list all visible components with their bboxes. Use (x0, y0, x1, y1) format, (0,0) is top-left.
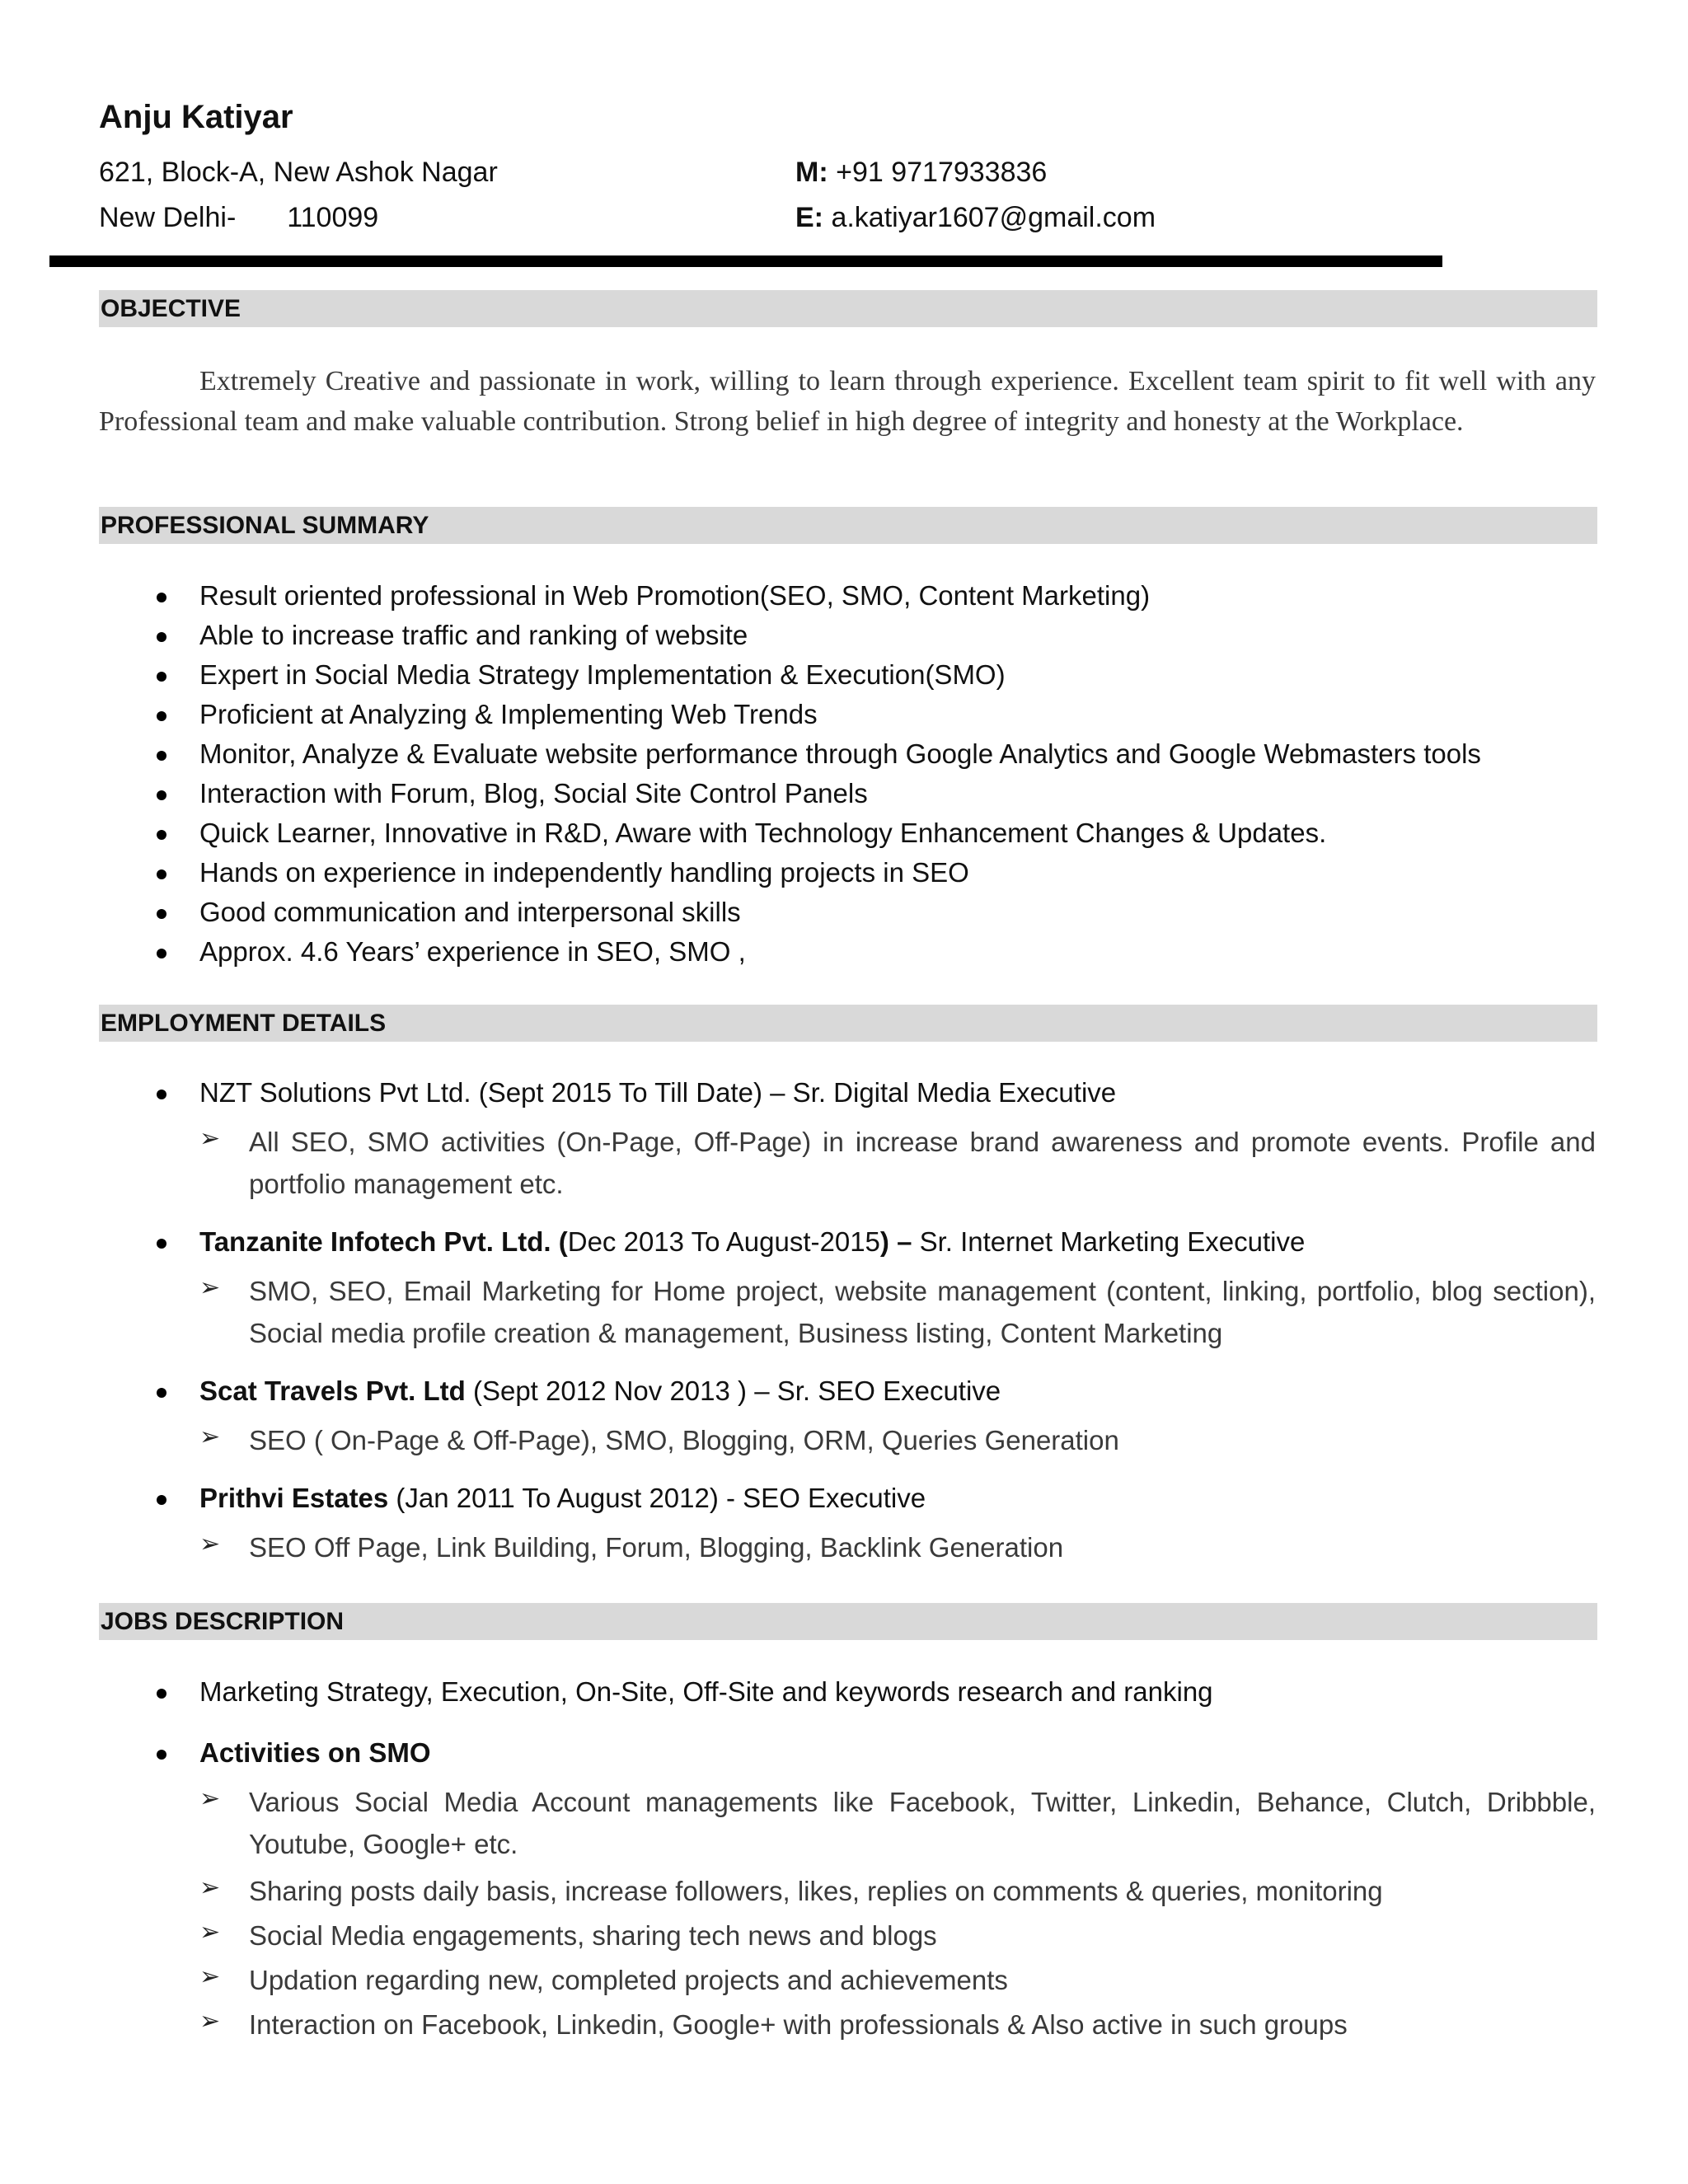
phone-number: +91 9717933836 (836, 157, 1048, 188)
email-line (795, 202, 1156, 234)
arrow-bullet-icon: ➢ (199, 1874, 221, 1901)
header-divider (49, 255, 1442, 267)
bullet-icon (157, 632, 166, 642)
job-title-line (199, 1077, 1116, 1108)
objective-text: Extremely Creative and passionate in work, willing to learn through experience. Excellent team spirit to fit well with any Professional team and make valuable contribution. Strong belief in high degree of integrity and honesty at the Workplace. (99, 366, 1596, 437)
arrow-bullet-icon: ➢ (199, 1785, 221, 1812)
jobs-description-heading: JOBS DESCRIPTION (99, 1603, 1597, 1640)
job-details: All SEO, SMO activities (On-Page, Off-Page) in increase brand awareness and promote events. Profile and portfolio management etc. (249, 1127, 1596, 1199)
bullet-icon (157, 1495, 166, 1505)
job-title-line (199, 1376, 1001, 1407)
company-name-tail: ) – (879, 1226, 912, 1257)
summary-item: Proficient at Analyzing & Implementing Web Trends (199, 699, 818, 729)
bullet-icon (157, 1239, 166, 1249)
bullet-icon (157, 672, 166, 682)
smo-item: Interaction on Facebook, Linkedin, Google+ with professionals & Also active in such groups (249, 2009, 1348, 2040)
summary-heading: PROFESSIONAL SUMMARY (99, 507, 1597, 544)
company-name: Prithvi Estates (199, 1483, 389, 1513)
job-line: (Sept 2012 Nov 2013 ) – Sr. SEO Executive (465, 1376, 1001, 1406)
job-dates: Dec 2013 To August-2015 (567, 1226, 880, 1257)
arrow-bullet-icon: ➢ (199, 1963, 221, 1990)
job-title-line (199, 1226, 1305, 1258)
job-role: Sr. Internet Marketing Executive (912, 1226, 1306, 1257)
email-label: E: (795, 202, 823, 233)
bullet-icon (157, 593, 166, 602)
arrow-bullet-icon: ➢ (199, 1919, 221, 1946)
arrow-bullet-icon: ➢ (199, 1423, 221, 1451)
job-line: NZT Solutions Pvt Ltd. (Sept 2015 To Till Date) – Sr. Digital Media Executive (199, 1077, 1117, 1108)
job-line: (Jan 2011 To August 2012) - SEO Executive (388, 1483, 926, 1513)
phone-line (795, 157, 1047, 189)
address-line-2 (99, 202, 378, 234)
smo-heading (199, 1737, 431, 1769)
smo-item: Social Media engagements, sharing tech news and blogs (249, 1920, 937, 1951)
job-details: SMO, SEO, Email Marketing for Home project, website management (content, linking, portfolio, blog section), Social media profile creation & management, Business listing, Content Marketing (249, 1276, 1596, 1348)
jobs-item: Marketing Strategy, Execution, On-Site, Off-Site and keywords research and ranking (199, 1676, 1213, 1707)
smo-item: Updation regarding new, completed projects and achievements (249, 1965, 1008, 1995)
arrow-bullet-icon: ➢ (199, 1274, 221, 1301)
summary-item: Expert in Social Media Strategy Implementation & Execution(SMO) (199, 659, 1006, 690)
bullet-icon (157, 1750, 166, 1760)
bullet-icon (157, 711, 166, 721)
bullet-icon (157, 751, 166, 761)
smo-item: Various Social Media Account managements like Facebook, Twitter, Linkedin, Behance, Clutch, Dribbble, Youtube, Google+ etc. (249, 1787, 1596, 1859)
company-name: Scat Travels Pvt. Ltd (199, 1376, 466, 1406)
arrow-bullet-icon: ➢ (199, 1125, 221, 1152)
smo-item: Sharing posts daily basis, increase followers, likes, replies on comments & queries, monitoring (249, 1876, 1383, 1906)
arrow-bullet-icon: ➢ (199, 2008, 221, 2035)
bullet-icon (157, 1388, 166, 1398)
address-city: New Delhi- (99, 202, 237, 233)
bullet-icon (157, 949, 166, 958)
bullet-icon (157, 790, 166, 800)
email-address: a.katiyar1607@gmail.com (831, 202, 1156, 233)
summary-item: Monitor, Analyze & Evaluate website performance through Google Analytics and Google Webmasters tools (199, 738, 1481, 769)
address-pin: 110099 (287, 202, 379, 233)
employment-heading: EMPLOYMENT DETAILS (99, 1005, 1597, 1042)
company-name: Tanzanite Infotech Pvt. Ltd. ( (199, 1226, 568, 1257)
summary-item: Result oriented professional in Web Promotion(SEO, SMO, Content Marketing) (199, 580, 1151, 611)
candidate-name: Anju Katiyar (99, 99, 293, 135)
summary-item: Interaction with Forum, Blog, Social Site Control Panels (199, 778, 868, 808)
address-line-1: 621, Block-A, New Ashok Nagar (99, 157, 498, 188)
summary-item: Quick Learner, Innovative in R&D, Aware with Technology Enhancement Changes & Updates. (199, 818, 1327, 848)
summary-item: Good communication and interpersonal skills (199, 897, 741, 927)
arrow-bullet-icon: ➢ (199, 1530, 221, 1558)
bullet-icon (157, 909, 166, 919)
summary-item: Able to increase traffic and ranking of website (199, 620, 748, 650)
job-details: SEO Off Page, Link Building, Forum, Blogging, Backlink Generation (249, 1532, 1064, 1563)
bullet-icon (157, 1689, 166, 1699)
bullet-icon (157, 869, 166, 879)
bullet-icon (157, 830, 166, 840)
summary-item: Hands on experience in independently handling projects in SEO (199, 857, 969, 888)
job-title-line (199, 1483, 926, 1514)
bullet-icon (157, 1090, 166, 1099)
smo-heading-text: Activities on SMO (199, 1737, 431, 1768)
objective-heading: OBJECTIVE (99, 290, 1597, 327)
summary-item: Approx. 4.6 Years’ experience in SEO, SMO , (199, 936, 746, 967)
job-details: SEO ( On-Page & Off-Page), SMO, Blogging, ORM, Queries Generation (249, 1425, 1119, 1455)
phone-label: M: (795, 157, 828, 188)
